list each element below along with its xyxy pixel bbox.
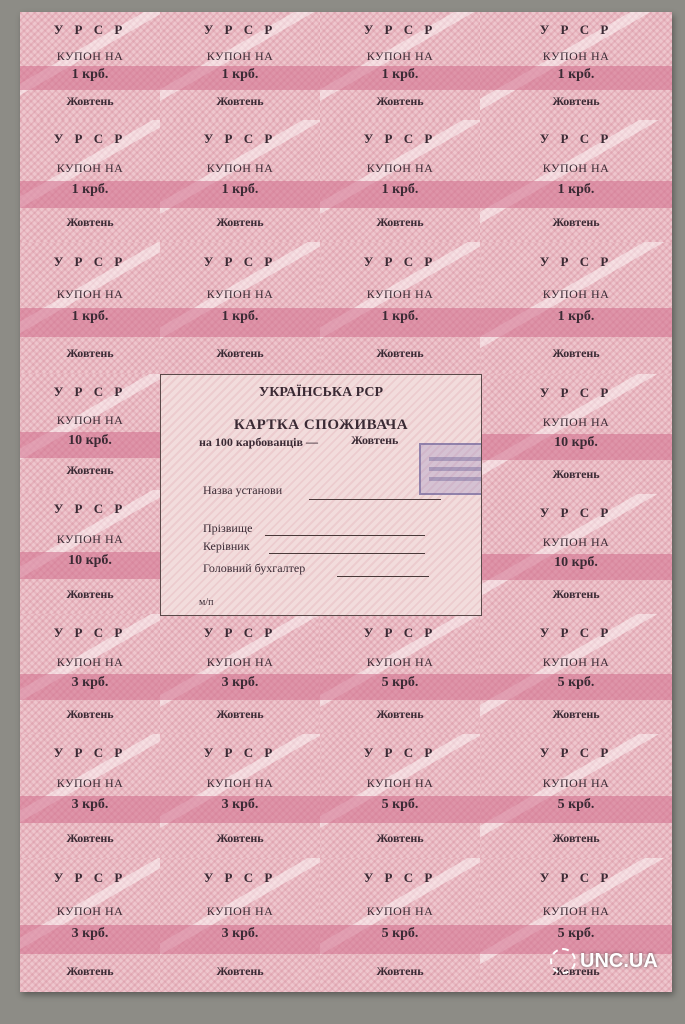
coupon-month: Жовтень	[216, 345, 264, 360]
coupon-month: Жовтень	[216, 214, 264, 229]
coupon-month: Жовтень	[216, 963, 264, 978]
coupon-label: КУПОН НА	[56, 532, 124, 547]
site-watermark	[550, 946, 660, 976]
coupon	[160, 734, 321, 859]
coupon-republic: У Р С Р	[363, 745, 437, 761]
coupon-label: КУПОН НА	[542, 654, 610, 669]
coupon-republic: У Р С Р	[203, 130, 277, 146]
coupon-republic: У Р С Р	[53, 624, 127, 640]
coupon-label: КУПОН НА	[542, 776, 610, 791]
coupon-label: КУПОН НА	[206, 48, 274, 63]
coupon-republic: У Р С Р	[363, 624, 437, 640]
coupon-label: КУПОН НА	[542, 414, 610, 429]
coupon-republic: У Р С Р	[363, 870, 437, 886]
coupon-value: 1 крб.	[557, 309, 595, 325]
surname-line	[265, 535, 425, 536]
coupon	[20, 374, 161, 491]
watermark-text: UNC.UA	[580, 949, 658, 972]
coupon-label: КУПОН НА	[542, 161, 610, 176]
coupon-value: 1 крб.	[557, 182, 595, 198]
card-amount: на 100 карбованців —	[199, 435, 318, 449]
coupon-value: 3 крб.	[221, 926, 259, 942]
card-republic-title: УКРАЇНСЬКА РСР	[258, 385, 384, 400]
coupon	[20, 734, 161, 859]
coupon-republic: У Р С Р	[363, 130, 437, 146]
coupon	[160, 242, 321, 375]
coupon-value: 10 крб.	[554, 435, 598, 451]
coupon	[20, 858, 161, 992]
coupon-label: КУПОН НА	[56, 161, 124, 176]
coupon-republic: У Р С Р	[53, 253, 127, 269]
coupon-label: КУПОН НА	[206, 654, 274, 669]
consumer-card-panel	[160, 374, 482, 616]
coupon-republic: У Р С Р	[539, 130, 613, 146]
coupon-month: Жовтень	[376, 707, 424, 721]
coupon-value: 5 крб.	[557, 797, 595, 813]
coupon-label: КУПОН НА	[366, 903, 434, 918]
coupon-value: 1 крб.	[71, 67, 109, 83]
coupon-value: 5 крб.	[381, 797, 419, 813]
coupon-value: 1 крб.	[71, 309, 109, 325]
coupon-label: КУПОН НА	[366, 48, 434, 63]
coupon-value: 3 крб.	[71, 926, 109, 942]
coupon	[320, 120, 481, 243]
coupon-label: КУПОН НА	[542, 534, 610, 549]
coupon-republic: У Р С Р	[203, 21, 277, 37]
accountant-line	[337, 576, 429, 577]
coupon-value: 3 крб.	[71, 675, 109, 691]
coupon-month: Жовтень	[552, 587, 600, 601]
coupon-month: Жовтень	[66, 586, 114, 601]
coupon-republic: У Р С Р	[203, 870, 277, 886]
coupon	[320, 858, 481, 992]
coupon-label: КУПОН НА	[206, 286, 274, 301]
surname-label: Прізвище	[203, 521, 253, 535]
coupon-label: КУПОН НА	[366, 654, 434, 669]
coupon-label: КУПОН НА	[56, 903, 124, 918]
coupon-value: 1 крб.	[381, 182, 419, 198]
coupon-republic: У Р С Р	[539, 870, 613, 886]
coupon-value: 5 крб.	[381, 675, 419, 691]
coupon-label: КУПОН НА	[56, 286, 124, 301]
coupon-value: 1 крб.	[381, 67, 419, 83]
coupon-value: 1 крб.	[221, 182, 259, 198]
coupon-month: Жовтень	[66, 463, 114, 478]
coupon-value: 10 крб.	[554, 555, 598, 571]
coupon-republic: У Р С Р	[203, 253, 277, 269]
coupon	[320, 12, 481, 121]
coupon-republic: У Р С Р	[203, 745, 277, 761]
coupon	[480, 734, 672, 859]
coupon-label: КУПОН НА	[366, 161, 434, 176]
card-title: КАРТКА СПОЖИВАЧА	[233, 417, 409, 433]
coupon-month: Жовтень	[552, 94, 600, 109]
coupon-month: Жовтень	[552, 830, 600, 845]
coupon-sheet	[20, 12, 672, 992]
coupon-month: Жовтень	[552, 707, 600, 721]
coupon-month: Жовтень	[66, 345, 114, 360]
coupon-value: 1 крб.	[221, 309, 259, 325]
coupon-month: Жовтень	[552, 345, 600, 360]
coupon-label: КУПОН НА	[206, 903, 274, 918]
coupon-month: Жовтень	[216, 94, 264, 109]
coupon	[160, 858, 321, 992]
coupon-label: КУПОН НА	[206, 776, 274, 791]
coupon-label: КУПОН НА	[366, 776, 434, 791]
card-month: Жовтень	[351, 433, 399, 447]
coupon-label: КУПОН НА	[542, 903, 610, 918]
coupon-republic: У Р С Р	[539, 21, 613, 37]
coupon	[20, 242, 161, 375]
coupon-republic: У Р С Р	[539, 624, 613, 640]
coupon	[480, 120, 672, 243]
coupon-value: 10 крб.	[68, 433, 112, 449]
coupon	[320, 734, 481, 859]
coupon	[160, 120, 321, 243]
coupon-value: 5 крб.	[557, 926, 595, 942]
coupon-republic: У Р С Р	[53, 745, 127, 761]
coupon	[320, 614, 481, 735]
coupon-republic: У Р С Р	[539, 504, 613, 520]
coupon-value: 1 крб.	[221, 67, 259, 83]
coupon-label: КУПОН НА	[56, 48, 124, 63]
coupon-republic: У Р С Р	[53, 384, 127, 400]
coupon-republic: У Р С Р	[539, 253, 613, 269]
coupon	[320, 242, 481, 375]
coupon-republic: У Р С Р	[53, 21, 127, 37]
coupon-month: Жовтень	[552, 467, 600, 481]
coupon-value: 5 крб.	[557, 675, 595, 691]
coupon-month: Жовтень	[66, 963, 114, 978]
coupon-month: Жовтень	[216, 830, 264, 845]
coupon-label: КУПОН НА	[366, 286, 434, 301]
coupon-republic: У Р С Р	[203, 624, 277, 640]
coupon-month: Жовтень	[66, 707, 114, 721]
coupon-month: Жовтень	[376, 94, 424, 109]
coupon	[480, 374, 672, 495]
coupon-value: 1 крб.	[381, 309, 419, 325]
coupon	[20, 120, 161, 243]
coupon-republic: У Р С Р	[539, 384, 613, 400]
head-line	[269, 553, 425, 554]
coupon-month: Жовтень	[376, 345, 424, 360]
ink-stamp	[419, 443, 482, 495]
coupon-month: Жовтень	[376, 214, 424, 229]
coupon	[480, 12, 672, 121]
coupon-month: Жовтень	[376, 963, 424, 978]
coupon	[480, 614, 672, 735]
accountant-label: Головний бухгалтер	[203, 561, 306, 575]
coupon-republic: У Р С Р	[53, 870, 127, 886]
coupon	[160, 614, 321, 735]
coupon-republic: У Р С Р	[53, 501, 127, 517]
coupon	[160, 12, 321, 121]
coupon-value: 10 крб.	[68, 553, 112, 569]
coupon-republic: У Р С Р	[363, 253, 437, 269]
coupon	[20, 614, 161, 735]
coupon-label: КУПОН НА	[542, 286, 610, 301]
coupon-month: Жовтень	[66, 214, 114, 229]
coupon-republic: У Р С Р	[363, 21, 437, 37]
coupon-value: 5 крб.	[381, 926, 419, 942]
sun-logo-icon	[550, 948, 576, 974]
head-label: Керівник	[203, 539, 250, 553]
seal-mark: м/п	[199, 597, 214, 608]
coupon-label: КУПОН НА	[56, 413, 124, 428]
coupon-month: Жовтень	[66, 94, 114, 109]
coupon-label: КУПОН НА	[56, 776, 124, 791]
coupon	[480, 494, 672, 615]
coupon-value: 3 крб.	[221, 797, 259, 813]
coupon-republic: У Р С Р	[53, 130, 127, 146]
coupon	[480, 242, 672, 375]
coupon-month: Жовтень	[552, 963, 600, 978]
coupon-month: Жовтень	[216, 707, 264, 721]
coupon-value: 3 крб.	[71, 797, 109, 813]
coupon-value: 3 крб.	[221, 675, 259, 691]
coupon	[20, 12, 161, 121]
coupon-republic: У Р С Р	[539, 745, 613, 761]
coupon-label: КУПОН НА	[56, 654, 124, 669]
coupon-label: КУПОН НА	[206, 161, 274, 176]
coupon-value: 1 крб.	[557, 67, 595, 83]
institution-label: Назва установи	[203, 483, 283, 497]
coupon-value: 1 крб.	[71, 182, 109, 198]
coupon	[20, 490, 161, 615]
coupon-month: Жовтень	[552, 214, 600, 229]
institution-line	[309, 499, 441, 500]
coupon-month: Жовтень	[66, 830, 114, 845]
coupon-month: Жовтень	[376, 830, 424, 845]
coupon-label: КУПОН НА	[542, 48, 610, 63]
